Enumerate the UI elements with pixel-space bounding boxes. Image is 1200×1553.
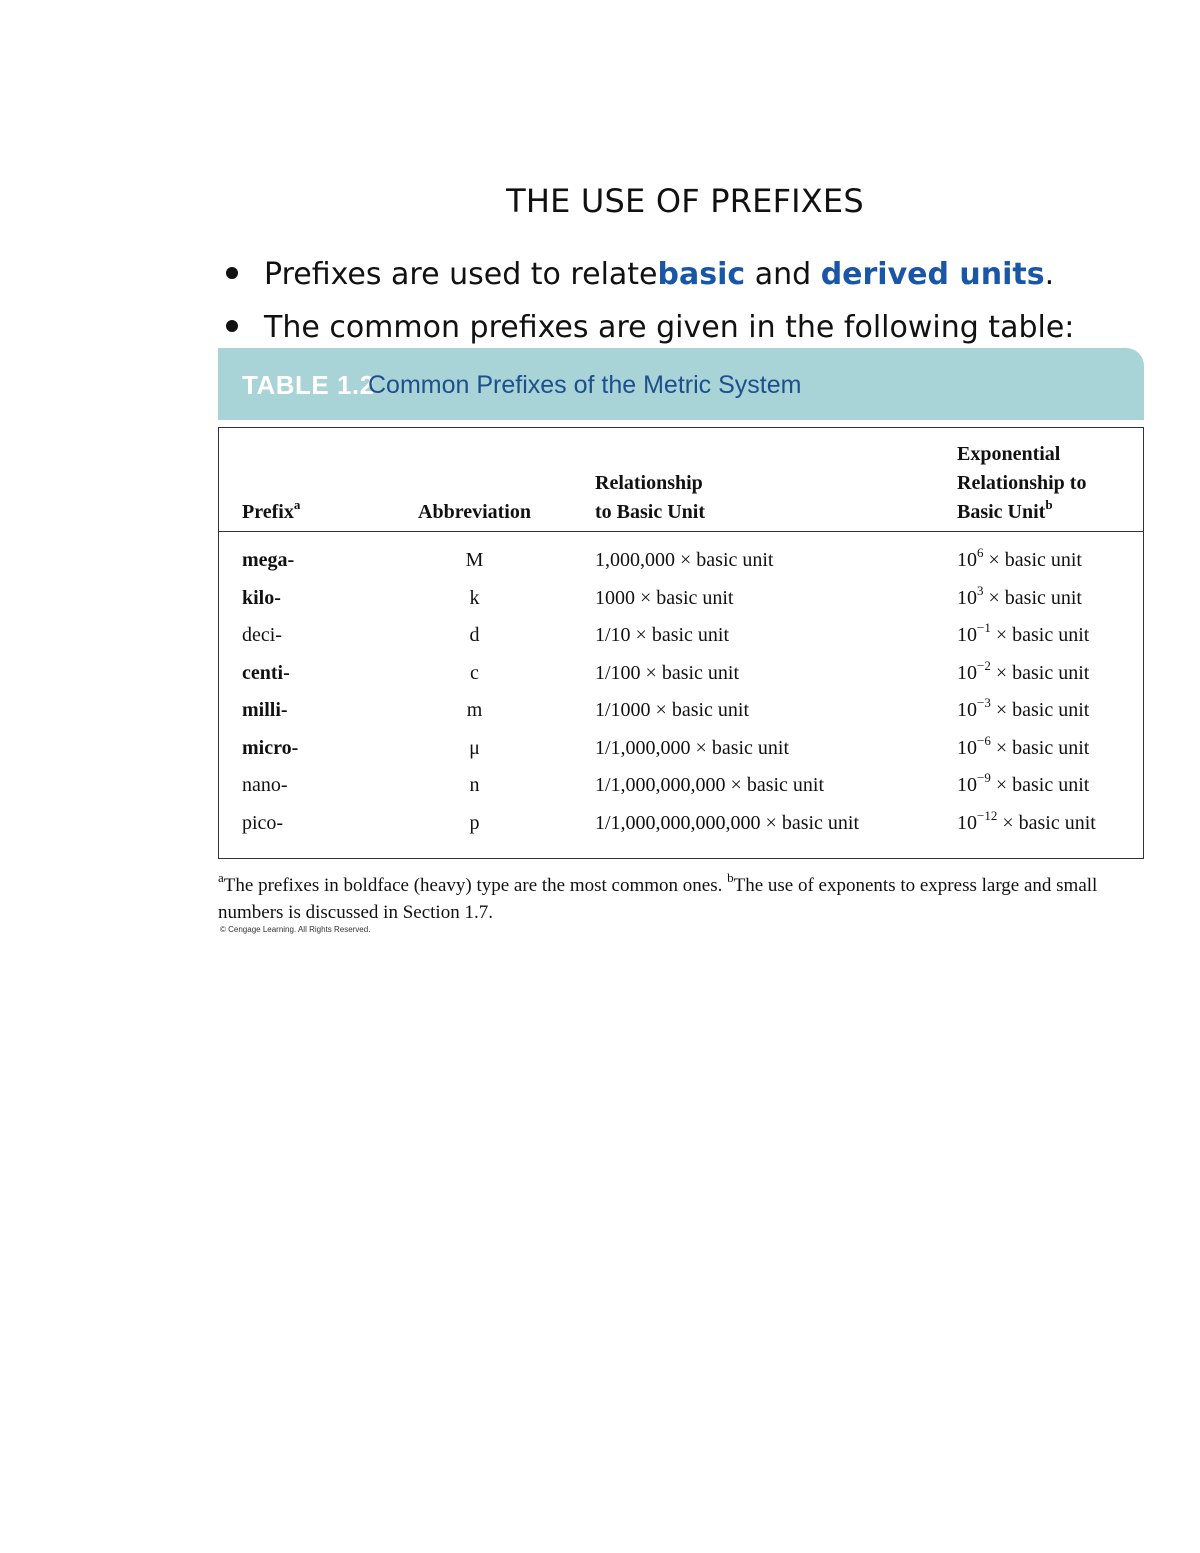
bullet-2-text: The common prefixes are given in the following table: xyxy=(264,310,1075,345)
cell-relationship: 1/10 × basic unit xyxy=(595,624,730,646)
cell-exponential: $10^6$ × basic unit xyxy=(957,545,1082,571)
bullet-dot-icon xyxy=(226,320,238,332)
footnote-b-text: The use of exponents to express large and small numbers is discussed in Section 1.7. xyxy=(218,875,1098,923)
cell-abbreviation: m xyxy=(466,699,483,721)
copyright-notice: © Cengage Learning. All Rights Reserved. xyxy=(220,925,371,934)
table-row xyxy=(219,805,1143,843)
table-banner xyxy=(218,348,1144,420)
cell-exponential: $10^{-9}$ × basic unit xyxy=(957,770,1090,796)
table-row xyxy=(219,730,1143,768)
cell-prefix: nano- xyxy=(242,774,288,796)
header-exponential: Exponential Relationship to Basic Unit$^b$ xyxy=(957,428,1143,532)
cell-prefix: pico- xyxy=(242,811,284,834)
table-row xyxy=(219,617,1143,655)
bullet-dot-icon xyxy=(226,267,238,279)
cell-prefix: micro- xyxy=(242,736,299,759)
cell-abbreviation: c xyxy=(470,661,479,684)
cell-prefix: milli- xyxy=(242,699,288,721)
footnote-a-marker: a xyxy=(218,870,224,885)
cell-relationship: 1,000,000 × basic unit xyxy=(595,549,774,571)
bullet-list xyxy=(222,248,1074,354)
footnote-a-text: The prefixes in boldface (heavy) type are the most common ones. xyxy=(223,875,728,896)
cell-relationship: 1/1000 × basic unit xyxy=(595,699,750,721)
cell-exponential: $10^{-1}$ × basic unit xyxy=(957,620,1090,646)
table-label: TABLE 1.2 xyxy=(242,370,375,400)
cell-relationship: 1000 × basic unit xyxy=(595,586,734,609)
table-row xyxy=(219,767,1143,805)
highlight-derived-units: derived units xyxy=(820,257,1045,292)
header-prefix: Prefix$^a$ xyxy=(219,428,377,532)
cell-abbreviation: n xyxy=(469,774,480,796)
cell-relationship: 1/1,000,000 × basic unit xyxy=(595,736,790,759)
cell-abbreviation: d xyxy=(469,624,480,646)
cell-exponential: $10^{-3}$ × basic unit xyxy=(957,695,1090,721)
cell-relationship: 1/1,000,000,000 × basic unit xyxy=(595,774,825,796)
cell-abbreviation: M xyxy=(465,549,484,571)
header-relationship: Relationship to Basic Unit xyxy=(572,428,957,532)
cell-prefix: kilo- xyxy=(242,586,281,609)
cell-abbreviation: k xyxy=(469,586,480,609)
cell-prefix: centi- xyxy=(242,661,290,684)
bullet-item-1 xyxy=(222,248,1074,301)
page-title: THE USE OF PREFIXES xyxy=(506,182,864,220)
table-caption: Common Prefixes of the Metric System xyxy=(368,371,802,399)
header-abbreviation: Abbreviation xyxy=(377,428,572,532)
cell-relationship: 1/100 × basic unit xyxy=(595,661,740,684)
bullet-1-text: Prefixes are used to relate xyxy=(264,257,658,292)
cell-abbreviation: μ xyxy=(469,736,480,759)
cell-abbreviation: p xyxy=(469,811,480,834)
table-row xyxy=(219,532,1143,580)
table-row xyxy=(219,580,1143,618)
table-row xyxy=(219,692,1143,730)
cell-prefix: mega- xyxy=(242,549,295,571)
bullet-1-mid: and xyxy=(745,257,821,292)
cell-relationship: 1/1,000,000,000,000 × basic unit xyxy=(595,811,860,834)
cell-exponential: $10^{-2}$ × basic unit xyxy=(957,657,1090,684)
table-footnote xyxy=(218,872,1148,926)
bullet-item-2 xyxy=(222,301,1074,354)
footnote-b-marker: b xyxy=(727,870,734,885)
highlight-basic: basic xyxy=(657,257,746,292)
cell-exponential: $10^3$ × basic unit xyxy=(957,582,1082,609)
prefix-table-frame xyxy=(218,427,1144,859)
cell-exponential: $10^{-12}$ × basic unit xyxy=(957,807,1096,834)
prefix-table xyxy=(219,428,1143,842)
bullet-1-end: . xyxy=(1044,257,1055,292)
cell-exponential: $10^{-6}$ × basic unit xyxy=(957,732,1090,759)
table-header-row xyxy=(219,428,1143,532)
cell-prefix: deci- xyxy=(242,624,282,646)
table-row xyxy=(219,655,1143,693)
